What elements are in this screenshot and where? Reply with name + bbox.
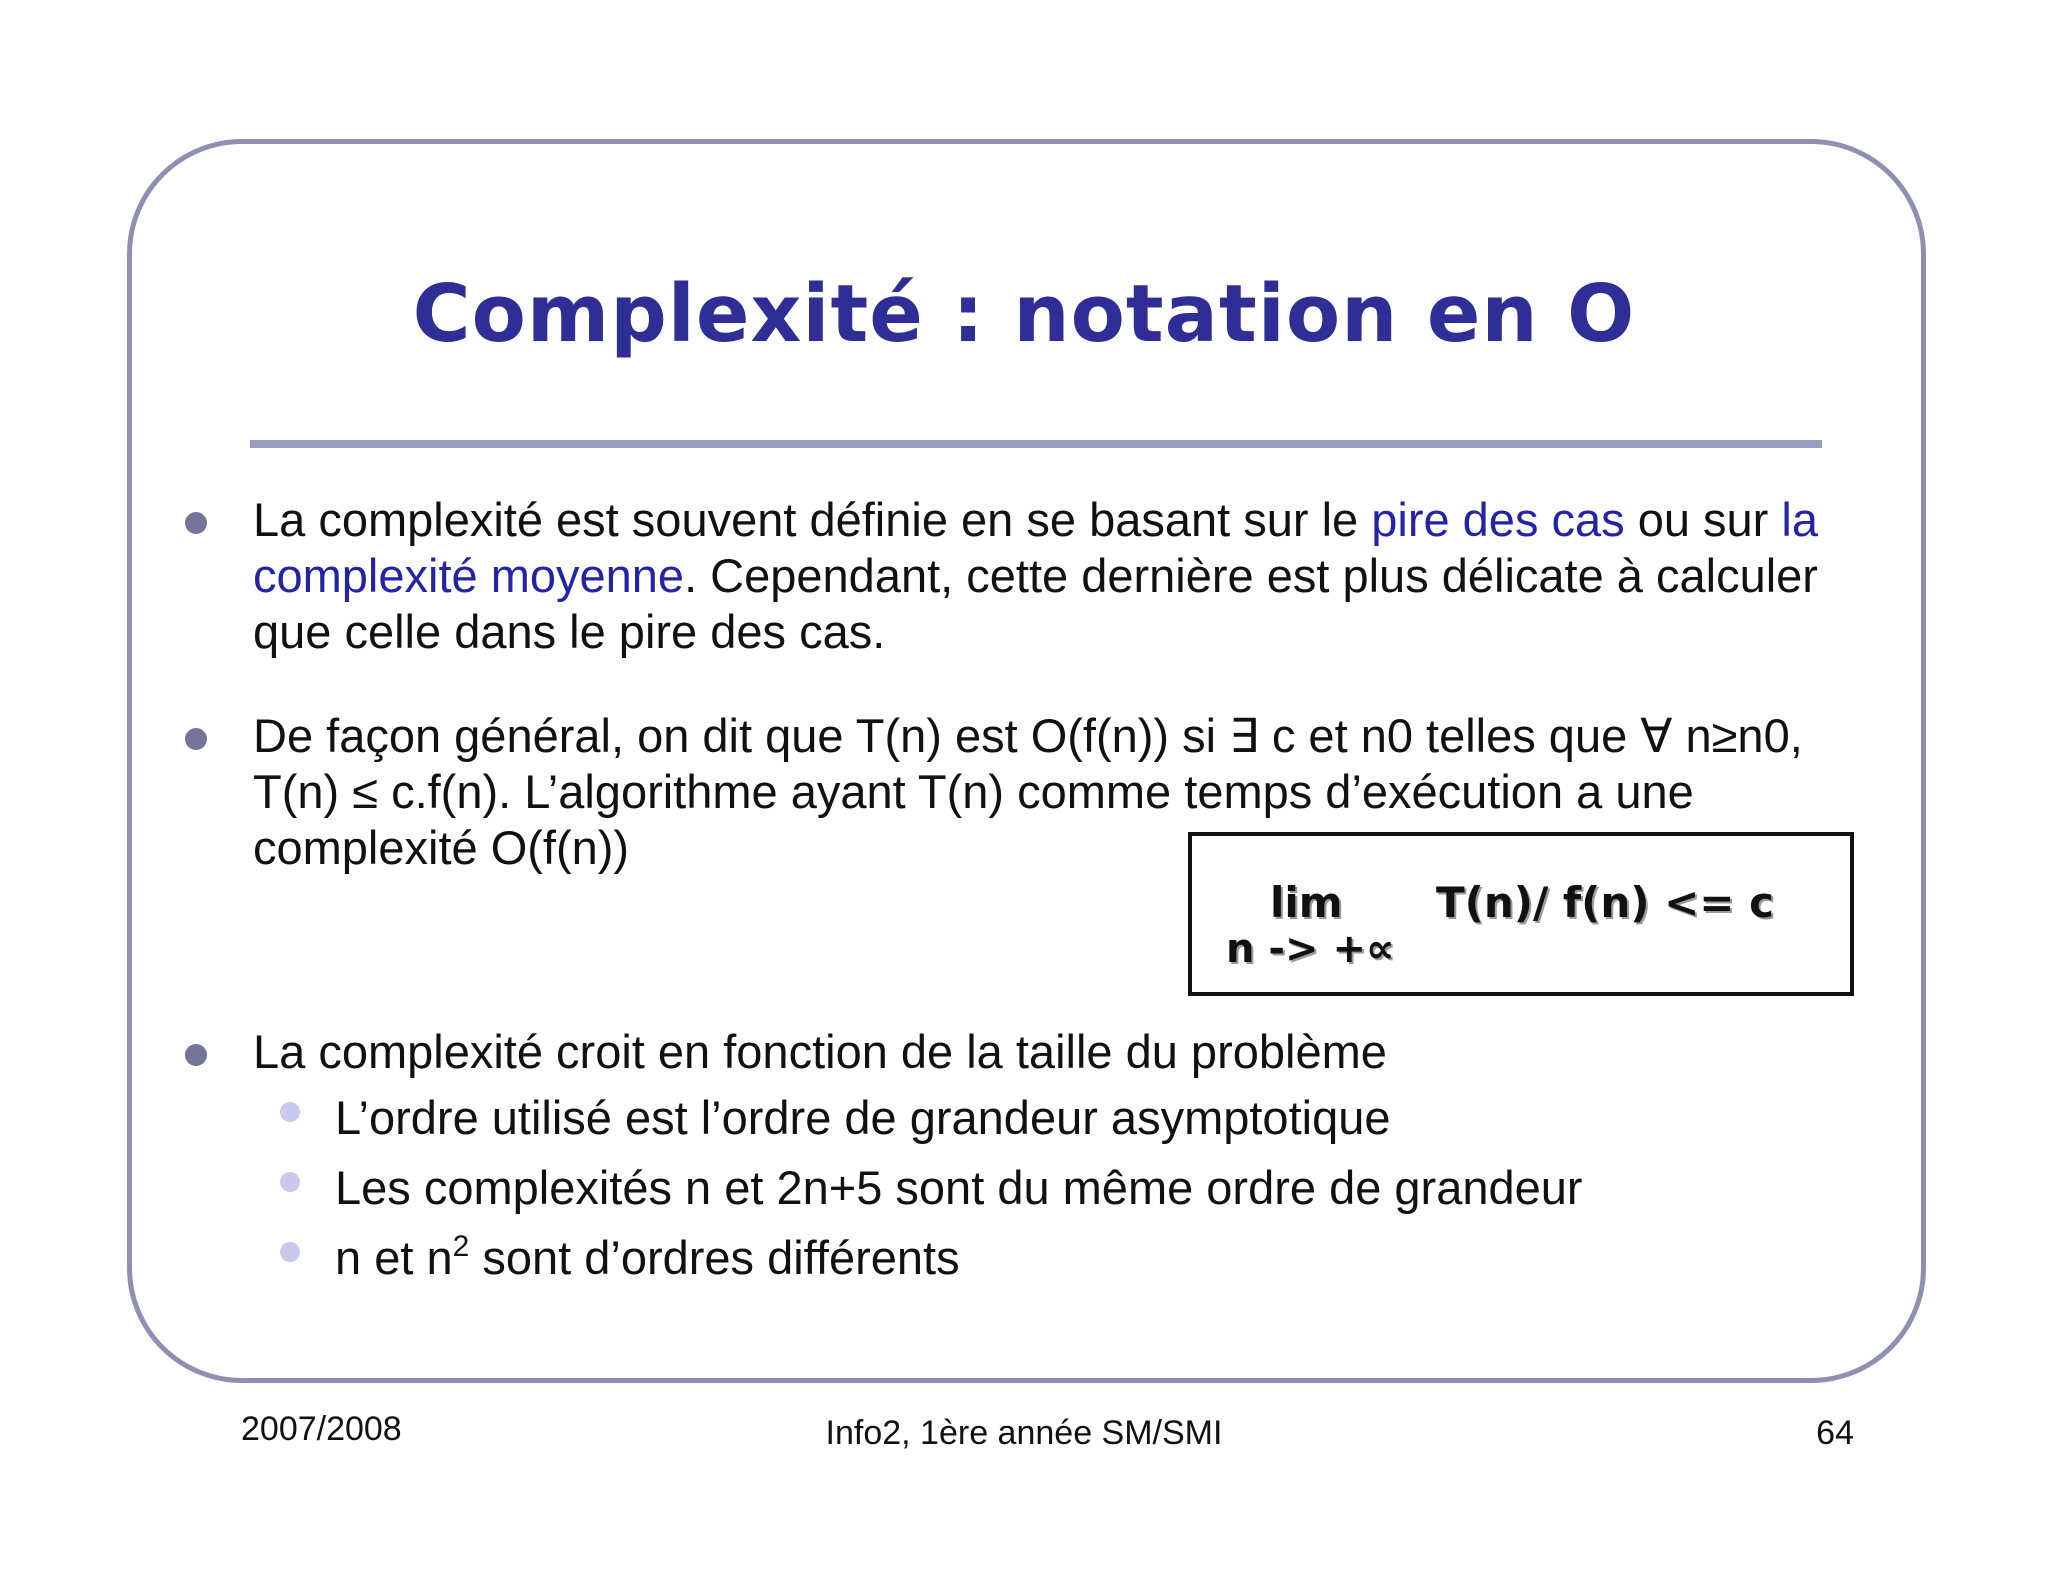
limit-formula-box [1188,832,1854,996]
bullet-dot [185,1044,207,1066]
limit-expression: T(n)/ f(n) <= c [1436,878,1774,927]
sub-bullet-dot [280,1172,300,1192]
superscript-2: 2 [452,1230,470,1263]
sub-item-different-orders [335,1230,960,1286]
sub-bullet-dot [280,1242,300,1262]
highlight-pire-des-cas: pire des cas [1371,493,1625,546]
bullet-dot [185,512,207,534]
bullet-worst-case [253,492,1893,660]
bullet-text: La complexité est souvent définie en se basant sur le [253,493,1372,546]
bullet-definition: De façon général, on dit que T(n) est O(f(n)) si ∃ c et n0 telles que ∀ n≥n0, T(n) ≤ c.f(n). L’algorithme ayant T(n) comme temps d’exécution a une complexité O(f(n)) [253,709,1803,874]
sub-item-asymptotic: L’ordre utilisé est l’ordre de grandeur asymptotique [335,1091,1391,1144]
highlight-complexite-moyenne: la complexité moyenne [253,493,1818,602]
bullet-dot [185,728,207,750]
sub-item-text: n et n [335,1231,453,1284]
limit-lim: lim [1270,878,1343,927]
sub-bullet-dot [280,1102,300,1122]
limit-subscript: n -> +∝ [1226,926,1395,972]
footer-course: Info2, 1ère année SM/SMI [825,1414,1223,1452]
slide-title: Complexité : notation en O [412,268,1636,360]
footer-year: 2007/2008 [241,1410,402,1448]
footer-page-number: 64 [1816,1414,1854,1452]
sub-item-text: sont d’ordres différents [469,1231,960,1284]
bullet-text: . Cependant, cette dernière est plus délicate à calculer que celle dans le pire des cas. [253,549,1818,658]
bullet-text: ou sur [1624,493,1782,546]
sub-item-same-order: Les complexités n et 2n+5 sont du même ordre de grandeur [335,1161,1583,1214]
bullet-growth: La complexité croit en fonction de la taille du problème [253,1025,1387,1078]
title-divider [250,440,1822,448]
